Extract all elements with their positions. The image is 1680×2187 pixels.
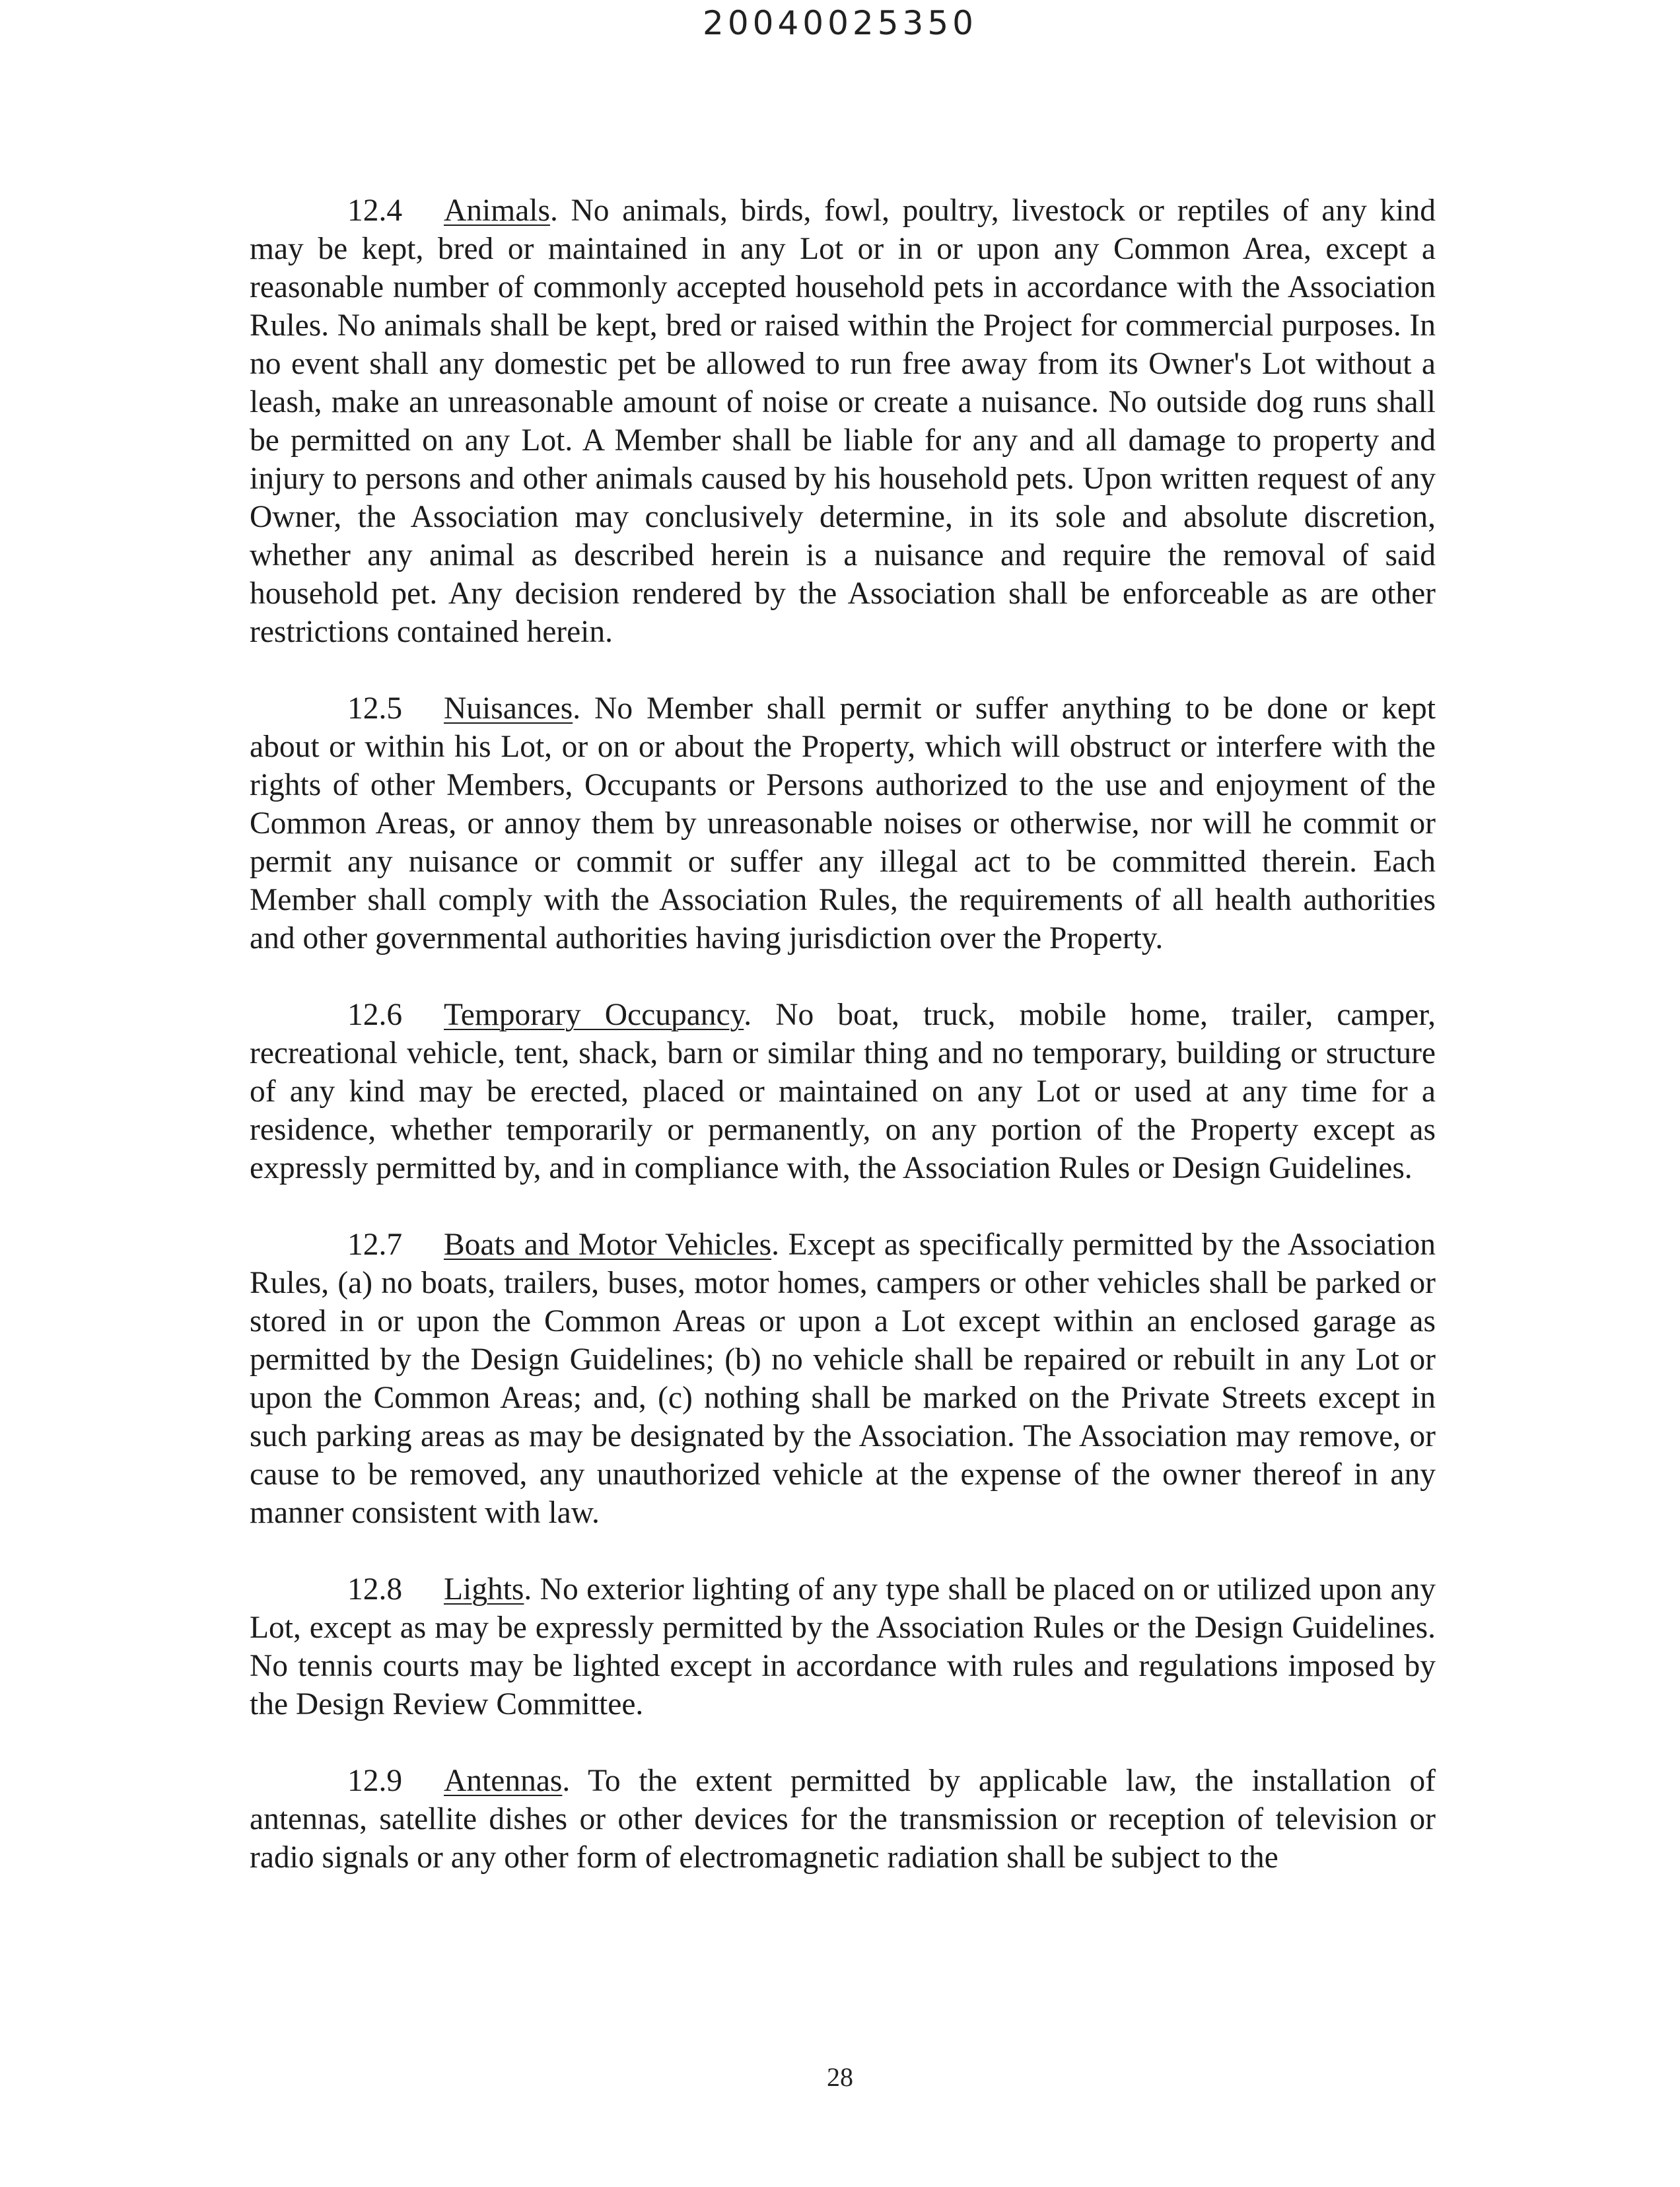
section-heading: Antennas bbox=[444, 1764, 563, 1798]
section-number: 12.6 bbox=[347, 998, 403, 1032]
page-number: 28 bbox=[827, 2062, 853, 2092]
section-body: . To the extent permitted by applicable law, the installation of antennas, satellite dishes or other devices for the transmission or reception of television or radio signals or any other form of electromagnetic radiation shall be subject to the bbox=[250, 1764, 1436, 1875]
section-12-5-nuisances bbox=[250, 689, 1436, 957]
section-12-4-animals bbox=[250, 191, 1436, 651]
section-number: 12.9 bbox=[347, 1764, 403, 1798]
section-body: . No Member shall permit or suffer anything to be done or kept about or within his Lot, or on or about the Property, which will obstruct or interfere with the rights of other Members, Occupants or Persons authorized to the use and enjoyment of the Common Areas, or annoy them by unreasonable noises or otherwise, nor will he commit or permit any nuisance or commit or suffer any illegal act to be committed therein. Each Member shall comply with the Association Rules, the requirements of all health authorities and other governmental authorities having jurisdiction over the Property. bbox=[250, 691, 1436, 955]
section-body: . Except as specifically permitted by the Association Rules, (a) no boats, trailers, buses, motor homes, campers or other vehicles shall be parked or stored in or upon the Common Areas or upon a Lot except within an enclosed garage as permitted by the Design Guidelines; (b) no vehicle shall be repaired or rebuilt in any Lot or upon the Common Areas; and, (c) nothing shall be marked on the Private Streets except in such parking areas as may be designated by the Association. The Association may remove, or cause to be removed, any unauthorized vehicle at the expense of the owner thereof in any manner consistent with law. bbox=[250, 1228, 1436, 1530]
section-number: 12.7 bbox=[347, 1228, 403, 1262]
section-heading: Lights bbox=[444, 1572, 524, 1607]
section-heading: Boats and Motor Vehicles bbox=[444, 1228, 772, 1262]
section-12-9-antennas bbox=[250, 1762, 1436, 1877]
section-body: . No exterior lighting of any type shall be placed on or utilized upon any Lot, except as may be expressly permitted by the Association Rules or the Design Guidelines. No tennis courts may be lighted except in accordance with rules and regulations imposed by the Design Review Committee. bbox=[250, 1572, 1436, 1721]
section-body: . No animals, birds, fowl, poultry, livestock or reptiles of any kind may be kept, bred or maintained in any Lot or in or upon any Common Area, except a reasonable number of commonly accepted household pets in accordance with the Association Rules. No animals shall be kept, bred or raised within the Project for commercial purposes. In no event shall any domestic pet be allowed to run free away from its Owner's Lot without a leash, make an unreasonable amount of noise or create a nuisance. No outside dog runs shall be permitted on any Lot. A Member shall be liable for any and all damage to property and injury to persons and other animals caused by his household pets. Upon written request of any Owner, the Association may conclusively determine, in its sole and absolute discretion, whether any animal as described herein is a nuisance and require the removal of said household pet. Any decision rendered by the Association shall be enforceable as are other restrictions contained herein. bbox=[250, 193, 1436, 649]
section-heading: Animals bbox=[444, 193, 550, 228]
document-number: 20040025350 bbox=[703, 4, 977, 42]
section-12-7-boats-and-motor-vehicles bbox=[250, 1226, 1436, 1532]
section-number: 12.5 bbox=[347, 691, 403, 726]
section-heading: Nuisances bbox=[444, 691, 573, 726]
section-12-6-temporary-occupancy bbox=[250, 996, 1436, 1187]
section-body: . No boat, truck, mobile home, trailer, camper, recreational vehicle, tent, shack, barn or similar thing and no temporary, building or structure of any kind may be erected, placed or maintained on any Lot or used at any time for a residence, whether temporarily or permanently, on any portion of the Property except as expressly permitted by, and in compliance with, the Association Rules or Design Guidelines. bbox=[250, 998, 1436, 1185]
section-number: 12.8 bbox=[347, 1572, 403, 1607]
section-heading: Temporary Occupancy bbox=[444, 998, 744, 1032]
section-number: 12.4 bbox=[347, 193, 403, 228]
section-12-8-lights bbox=[250, 1570, 1436, 1723]
document-body bbox=[250, 191, 1436, 1915]
